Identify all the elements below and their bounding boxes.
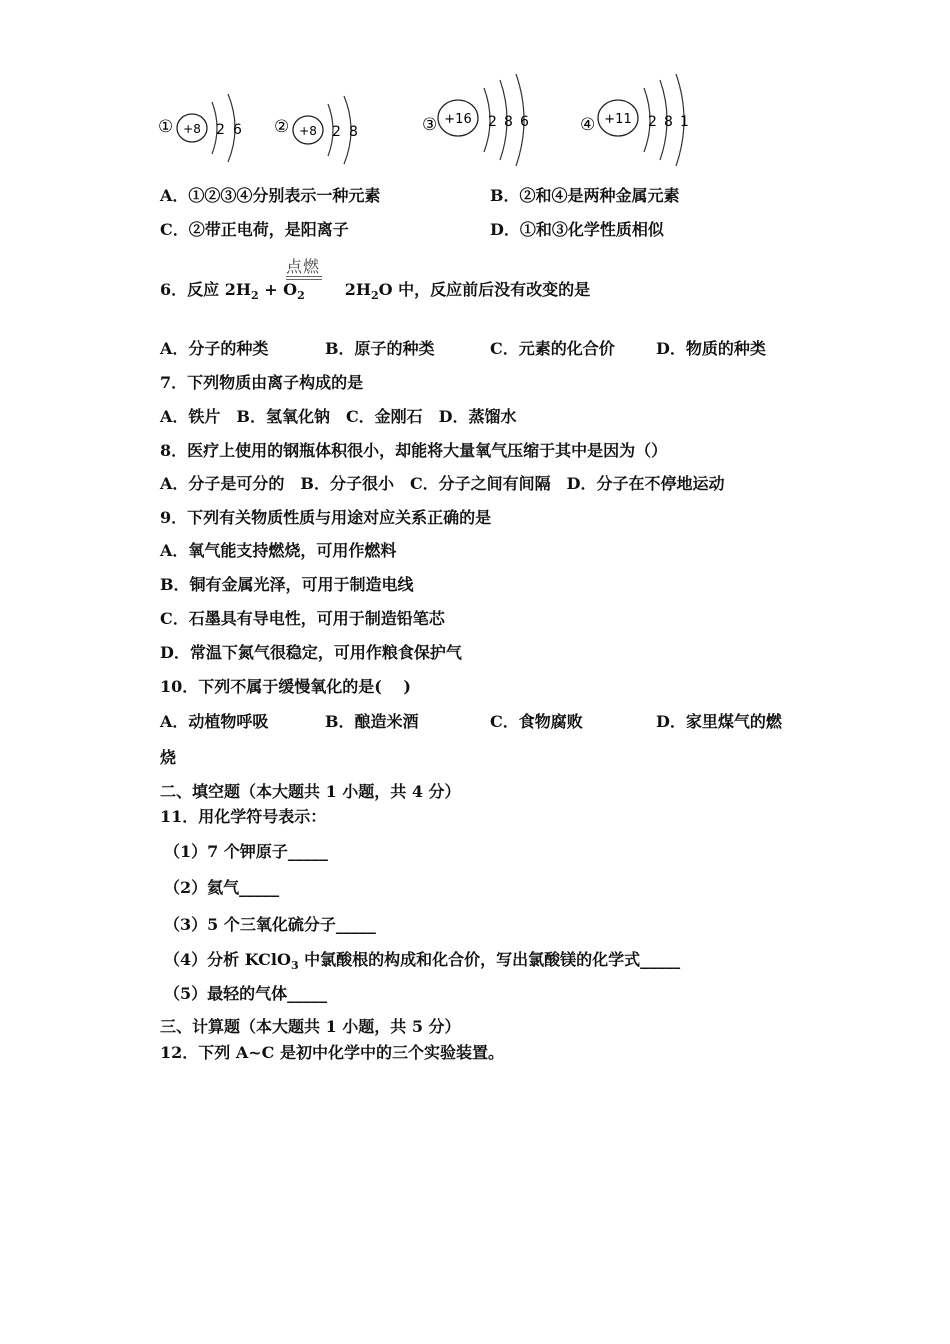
q11-part-3: （3）5 个三氧化硫分子_____: [164, 915, 376, 934]
atom-1-nucleus: +8: [183, 122, 201, 136]
q8-options: A．分子是可分的 B．分子很小 C．分子之间有间隔 D．分子在不停地运动: [160, 474, 725, 493]
q5-option-c: C．②带正电荷，是阳离子: [160, 220, 349, 239]
atom-4-nucleus: +11: [604, 112, 632, 127]
q11-part-4: [164, 950, 680, 976]
atom-4: [580, 74, 689, 166]
q10-option-c: C．食物腐败: [490, 712, 583, 731]
atom-1-shell-2: 6: [233, 122, 242, 138]
q11-part-5: （5）最轻的气体_____: [164, 984, 328, 1003]
q9-stem: 9．下列有关物质性质与用途对应关系正确的是: [160, 508, 492, 527]
atom-3-shell-3: 6: [520, 114, 529, 130]
atom-4-shell-3: 1: [680, 114, 689, 130]
section-2-heading: 二、填空题（本大题共 1 小题，共 4 分）: [160, 782, 461, 801]
q6-plus-o: + O: [258, 280, 298, 299]
q9-option-a: A．氧气能支持燃烧，可用作燃料: [160, 541, 397, 560]
reaction-condition: 点燃: [286, 257, 321, 276]
q10-option-d-continued: 烧: [160, 748, 177, 767]
atom-1-shell-1: 2: [216, 122, 225, 138]
q5-option-a: A．①②③④分别表示一种元素: [160, 186, 381, 205]
atom-3-shell-2: 8: [504, 114, 513, 130]
q11-stem: 11．用化学符号表示：: [160, 807, 327, 826]
q12-stem: 12．下列 A~C 是初中化学中的三个实验装置。: [160, 1043, 504, 1062]
q10-option-b: B．酿造米酒: [325, 712, 419, 731]
atom-4-shell-2: 8: [664, 114, 673, 130]
atom-2-shell-1: 2: [332, 124, 341, 140]
atom-2-nucleus: +8: [299, 124, 317, 138]
atom-3-nucleus: +16: [444, 112, 472, 127]
q9-option-b: B．铜有金属光泽，可用于制造电线: [160, 575, 414, 594]
atom-3-number: ③: [422, 115, 438, 135]
q9-option-c: C．石墨具有导电性，可用于制造铅笔芯: [160, 609, 445, 628]
q6-h2o-subscript: 2: [371, 289, 379, 303]
q11-part-4-subscript: 3: [290, 959, 299, 973]
q5-option-d: D．①和③化学性质相似: [490, 220, 664, 239]
atom-2: [274, 96, 358, 164]
atom-1-number: ①: [158, 117, 174, 137]
atom-diagram-svg: [150, 72, 710, 172]
q11-part-1: （1）7 个钾原子_____: [164, 842, 328, 861]
q11-part-4-prefix: （4）分析 KClO: [164, 950, 291, 969]
atom-4-number: ④: [580, 115, 596, 135]
atom-4-shell-1: 2: [648, 114, 657, 130]
q6-h2-subscript: 2: [250, 289, 259, 303]
q7-options: A．铁片 B．氢氧化钠 C．金刚石 D．蒸馏水: [160, 407, 517, 426]
q5-option-b: B．②和④是两种金属元素: [490, 186, 680, 205]
q6-option-d: D．物质的种类: [656, 339, 766, 358]
q8-stem: 8．医疗上使用的钢瓶体积很小，却能将大量氧气压缩于其中是因为（）: [160, 441, 668, 460]
q11-part-4-suffix: 中氯酸根的构成和化合价，写出氯酸镁的化学式_____: [298, 950, 681, 969]
atom-2-shell-2: 8: [349, 124, 358, 140]
section-3-heading: 三、计算题（本大题共 1 小题，共 5 分）: [160, 1017, 461, 1036]
q6-product: 2H: [344, 280, 372, 299]
q6-o2-subscript: 2: [297, 289, 305, 303]
q7-stem: 7．下列物质由离子构成的是: [160, 373, 364, 392]
q9-option-d: D．常温下氮气很稳定，可用作粮食保护气: [160, 643, 462, 662]
atom-structure-diagrams: [150, 72, 710, 172]
atom-2-number: ②: [274, 117, 290, 137]
q6-option-a: A．分子的种类: [160, 339, 269, 358]
q10-option-a: A．动植物呼吸: [160, 712, 269, 731]
q11-part-2: （2）氦气_____: [164, 878, 280, 897]
q6-option-c: C．元素的化合价: [490, 339, 615, 358]
atom-1: [158, 94, 242, 162]
q6-stem: [160, 280, 590, 306]
q6-suffix: O 中，反应前后没有改变的是: [378, 280, 591, 299]
q6-prefix: 6．反应 2H: [160, 280, 251, 299]
q10-option-d: D．家里煤气的燃: [656, 712, 782, 731]
atom-3: [422, 74, 529, 166]
q6-option-b: B．原子的种类: [325, 339, 435, 358]
atom-3-shell-1: 2: [488, 114, 497, 130]
q10-stem: 10．下列不属于缓慢氧化的是( ): [160, 677, 411, 696]
